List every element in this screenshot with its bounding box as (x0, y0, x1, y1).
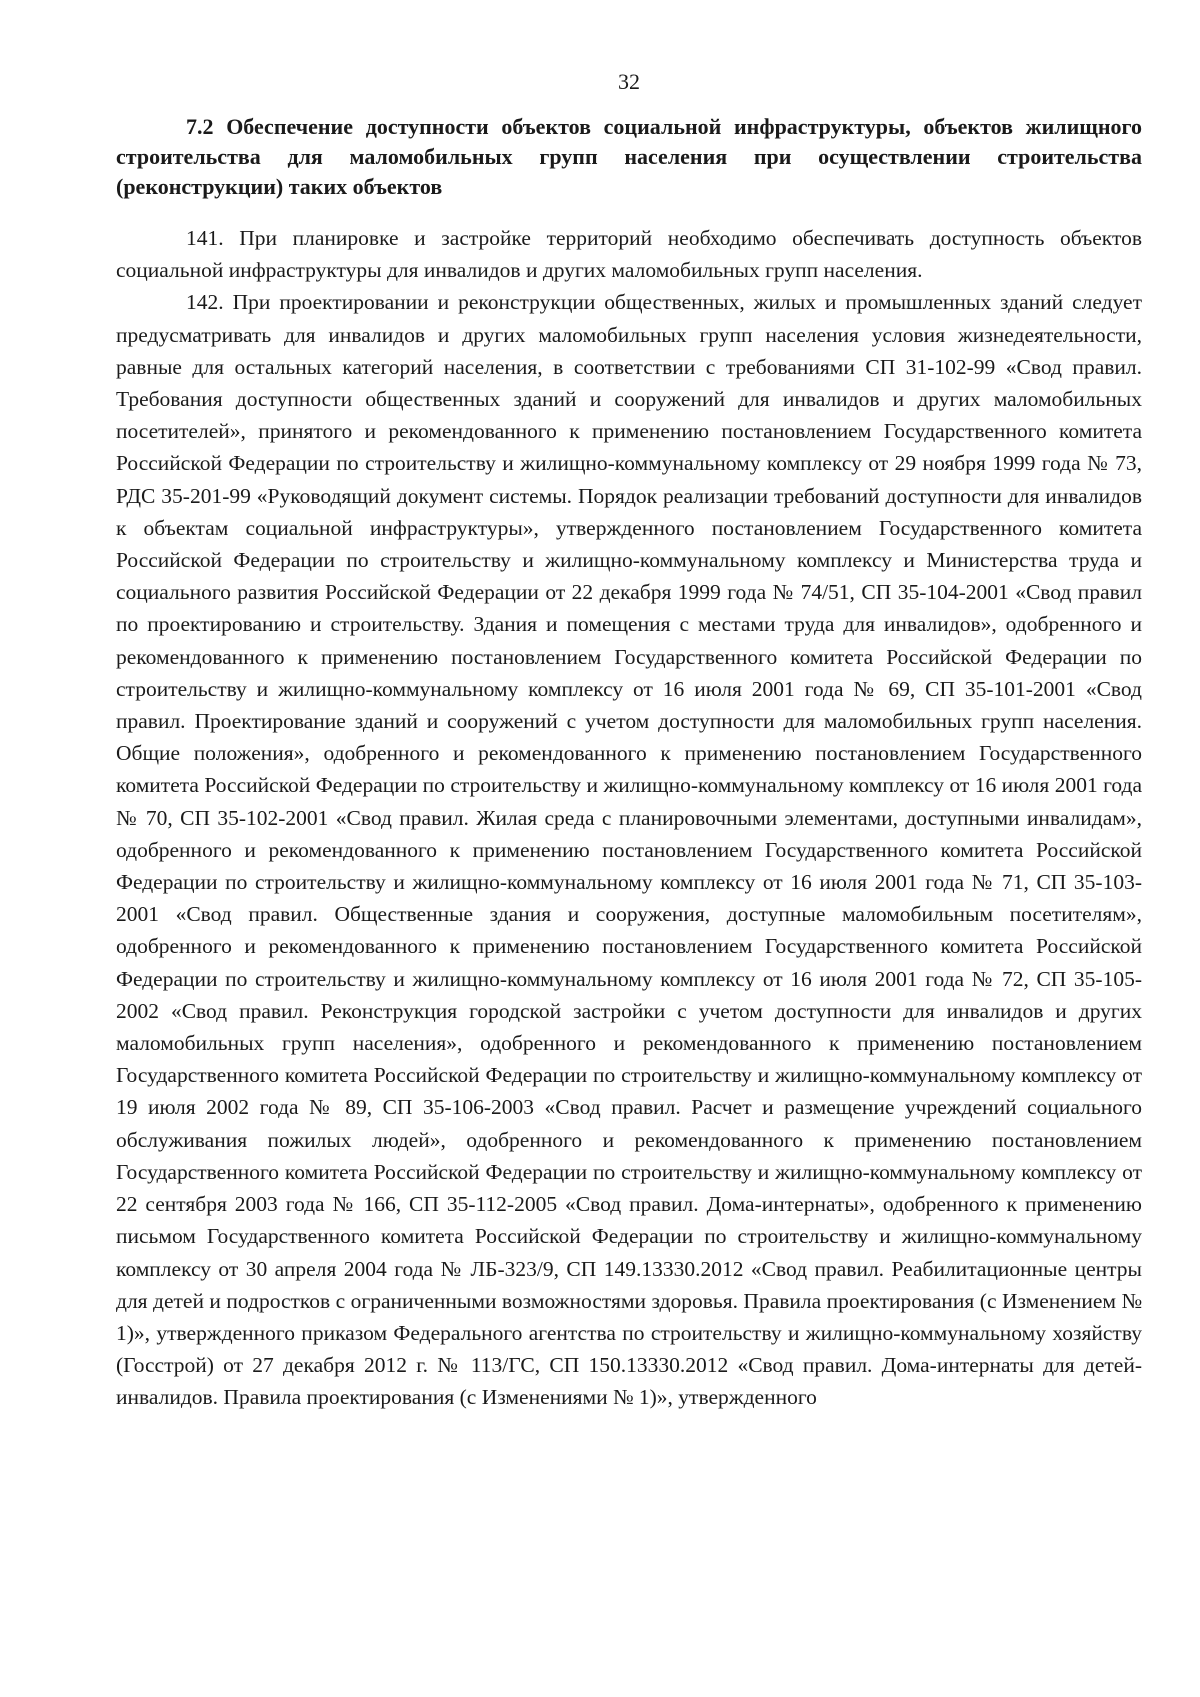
page-number: 32 (618, 69, 640, 94)
document-page (116, 68, 1142, 1414)
section-heading: 7.2 Обеспечение доступности объектов социальной инфраструктуры, объектов жилищного строительства для маломобильных групп населения при осуществлении строительства (реконструкции) таких объектов (116, 114, 1142, 199)
paragraph-141: 141. При планировке и застройке территорий необходимо обеспечивать доступность объектов социальной инфраструктуры для инвалидов и других маломобильных групп населения. (116, 226, 1142, 283)
paragraph-142: 142. При проектировании и реконструкции общественных, жилых и промышленных зданий следует предусматривать для инвалидов и других маломобильных групп населения условия жизнедеятельности, равные для остальных категорий населения, в соответствии с требованиями СП 31-102-99 «Свод правил. Требования доступности общественных зданий и сооружений для инвалидов и других маломобильных посетителей», принятого и рекомендованного к применению постановлением Государственного комитета Российской Федерации по строительству и жилищно-коммунальному комплексу от 29 ноября 1999 года № 73, РДС 35-201-99 «Руководящий документ системы. Порядок реализации требований доступности для инвалидов к объектам социальной инфраструктуры», утвержденного постановлением Государственного комитета Российской Федерации по строительству и жилищно-коммунальному комплексу и Министерства труда и социального развития Российской Федерации от 22 декабря 1999 года № 74/51, СП 35-104-2001 «Свод правил по проектированию и строительству. Здания и помещения с местами труда для инвалидов», одобренного и рекомендованного к применению постановлением Государственного комитета Российской Федерации по строительству и жилищно-коммунальному комплексу от 16 июля 2001 года № 69, СП 35-101-2001 «Свод правил. Проектирование зданий и сооружений с учетом доступности для маломобильных групп населения. Общие положения», одобренного и рекомендованного к применению постановлением Государственного комитета Российской Федерации по строительству и жилищно-коммунальному комплексу от 16 июля 2001 года № 70, СП 35-102-2001 «Свод правил. Жилая среда с планировочными элементами, доступными инвалидам», одобренного и рекомендованного к применению постановлением Государственного комитета Российской Федерации по строительству и жилищно-коммунальному комплексу от 16 июля 2001 года № 71, СП 35-103-2001 «Свод правил. Общественные здания и сооружения, доступные маломобильным посетителям», одобренного и рекомендованного к применению постановлением Государственного комитета Российской Федерации по строительству и жилищно-коммунальному комплексу от 16 июля 2001 года № 72, СП 35-105-2002 «Свод правил. Реконструкция городской застройки с учетом доступности для инвалидов и других маломобильных групп населения», одобренного и рекомендованного к применению постановлением Государственного комитета Российской Федерации по строительству и жилищно-коммунальному комплексу от 19 июля 2002 года № 89, СП 35-106-2003 «Свод правил. Расчет и размещение учреждений социального обслуживания пожилых людей», одобренного и рекомендованного к применению постановлением Государственного комитета Российской Федерации по строительству и жилищно-коммунальному комплексу от 22 сентября 2003 года № 166, СП 35-112-2005 «Свод правил. Дома-интернаты», одобренного к применению письмом Государственного комитета Российской Федерации по строительству и жилищно-коммунальному комплексу от 30 апреля 2004 года № ЛБ-323/9, СП 149.13330.2012 «Свод правил. Реабилитационные центры для детей и подростков с ограниченными возможностями здоровья. Правила проектирования (с Изменением № 1)», утвержденного приказом Федерального агентства по строительству и жилищно-коммунальному хозяйству (Госстрой) от 27 декабря 2012 г. № 113/ГС, СП 150.13330.2012 «Свод правил. Дома-интернаты для детей-инвалидов. Правила проектирования (с Изменениями № 1)», утвержденного (116, 290, 1142, 1410)
